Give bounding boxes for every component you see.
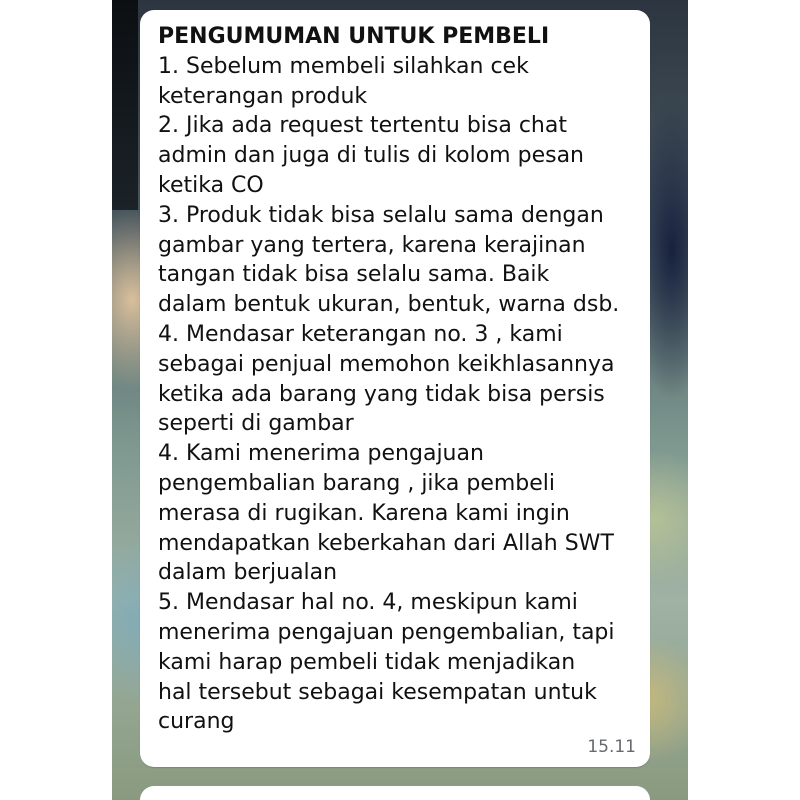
message-line: kami harap pembeli tidak menjadikan bbox=[158, 649, 576, 675]
message-line: 5. Mendasar hal no. 4, meskipun kami bbox=[158, 590, 578, 616]
message-line: pengembalian barang , jika pembeli bbox=[158, 470, 556, 496]
message-line: sebagai penjual memohon keikhlasannya bbox=[158, 351, 615, 377]
message-line: dalam bentuk ukuran, bentuk, warna dsb. bbox=[158, 292, 620, 318]
message-text bbox=[158, 22, 644, 737]
message-line: keterangan produk bbox=[158, 83, 368, 109]
message-line: mendapatkan keberkahan dari Allah SWT bbox=[158, 530, 614, 556]
message-line: 3. Produk tidak bisa selalu sama dengan bbox=[158, 202, 604, 228]
next-message-bubble[interactable] bbox=[140, 786, 650, 800]
message-line: hal tersebut sebagai kesempatan untuk bbox=[158, 679, 597, 705]
message-timestamp: 15.11 bbox=[587, 737, 636, 757]
message-line: tangan tidak bisa selalu sama. Baik bbox=[158, 262, 550, 288]
message-line: dalam berjualan bbox=[158, 560, 338, 586]
message-line: curang bbox=[158, 709, 235, 735]
message-line: merasa di rugikan. Karena kami ingin bbox=[158, 500, 570, 526]
message-line: 2. Jika ada request tertentu bisa chat bbox=[158, 113, 567, 139]
message-line: ketika ada barang yang tidak bisa persis bbox=[158, 381, 605, 407]
chat-wallpaper bbox=[112, 0, 688, 800]
message-line: 1. Sebelum membeli silahkan cek bbox=[158, 53, 529, 79]
message-line: admin dan juga di tulis di kolom pesan bbox=[158, 143, 584, 169]
message-line: ketika CO bbox=[158, 172, 264, 198]
message-line: seperti di gambar bbox=[158, 411, 354, 437]
message-line: menerima pengajuan pengembalian, tapi bbox=[158, 619, 615, 645]
message-line: gambar yang tertera, karena kerajinan bbox=[158, 232, 586, 258]
message-line: 4. Mendasar keterangan no. 3 , kami bbox=[158, 321, 563, 347]
wallpaper-shadow bbox=[112, 0, 138, 210]
message-line: 4. Kami menerima pengajuan bbox=[158, 441, 484, 467]
message-bubble[interactable] bbox=[140, 10, 650, 767]
announcement-title: PENGUMUMAN UNTUK PEMBELI bbox=[158, 24, 550, 49]
